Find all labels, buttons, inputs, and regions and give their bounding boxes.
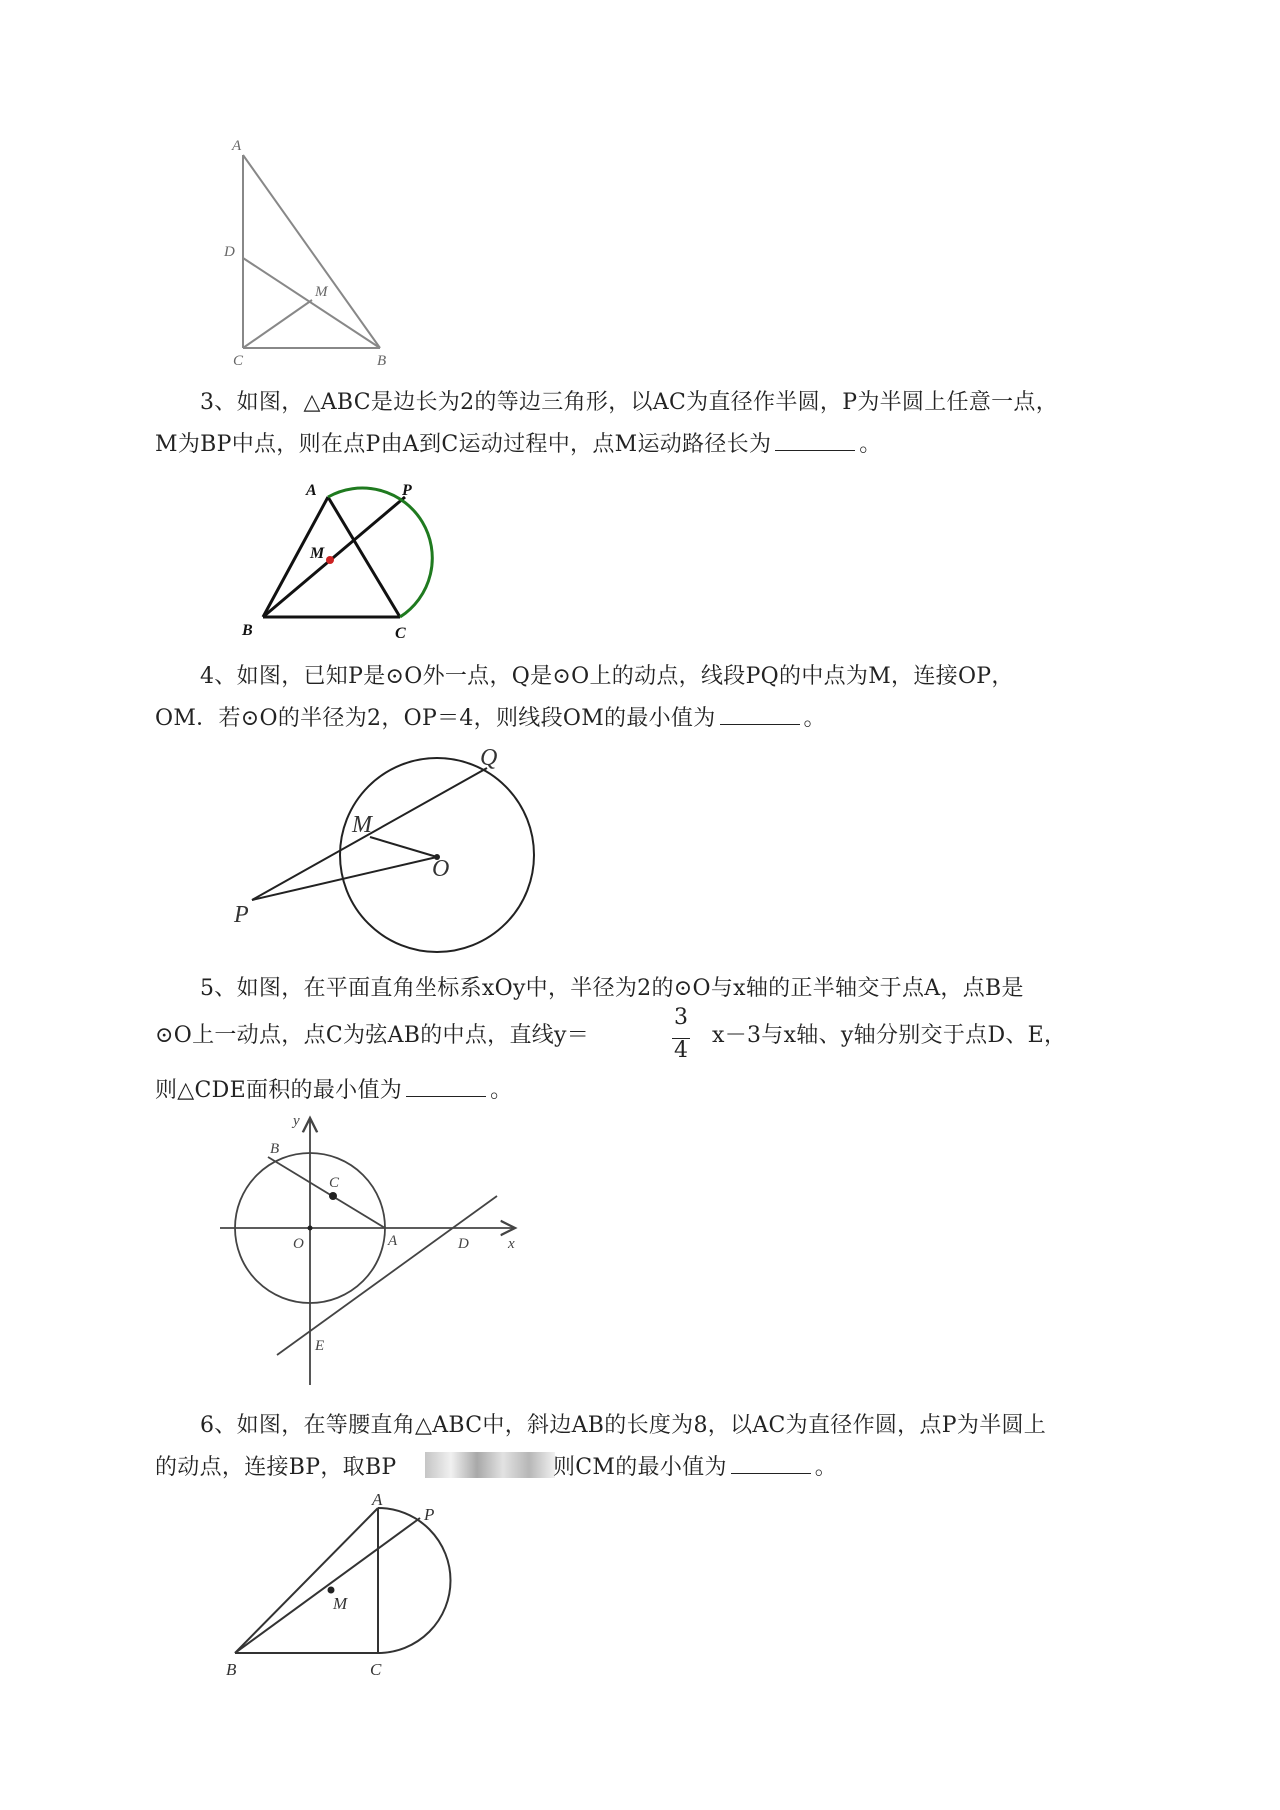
- label-m: M: [352, 812, 372, 838]
- segment-cm: [243, 300, 312, 348]
- figure-isosceles-semicircle: [220, 1485, 460, 1680]
- chord-ab: [268, 1157, 385, 1228]
- q6-line-2-end: 。: [814, 1455, 838, 1480]
- label-a: A: [306, 482, 317, 499]
- label-p: P: [424, 1505, 435, 1524]
- q4-line-2-text: OM．若⊙O的半径为2，OP＝4，则线段OM的最小值为: [155, 706, 716, 731]
- q6-line-2-text: 的动点，连接BP，取BP: [155, 1455, 397, 1480]
- label-b: B: [226, 1660, 237, 1679]
- q5-line-1: 5、如图，在平面直角坐标系xOy中，半径为2的⊙O与x轴的正半轴交于点A，点B是: [200, 976, 1024, 1001]
- figure-coordinate-circle-line: [215, 1110, 525, 1395]
- label-a: A: [388, 1233, 398, 1249]
- q3-line-2-end: 。: [859, 432, 882, 457]
- fraction-numerator: 3: [674, 1005, 688, 1030]
- label-y: y: [293, 1113, 300, 1129]
- q5-line-2b: x－3与x轴、y轴分别交于点D、E，: [712, 1023, 1067, 1048]
- segment-ab: [243, 155, 380, 348]
- label-o: O: [293, 1236, 304, 1252]
- label-b: B: [377, 353, 387, 369]
- midpoint-m-dot: [328, 1587, 335, 1594]
- q4-answer-blank[interactable]: [720, 706, 800, 725]
- segment-mo: [370, 837, 437, 857]
- fraction-denominator: 4: [674, 1038, 688, 1063]
- figure-triangle-adm: [220, 130, 400, 370]
- segment-ab: [235, 1508, 378, 1653]
- label-c: C: [395, 625, 406, 642]
- origin-dot: [308, 1226, 313, 1231]
- label-p: P: [234, 902, 249, 928]
- q6-line-1: 6、如图，在等腰直角△ABC中，斜边AB的长度为8，以AC为直径作圆，点P为半圆上: [200, 1413, 1047, 1438]
- label-m: M: [333, 1594, 348, 1613]
- label-o: O: [432, 856, 450, 882]
- label-q: Q: [480, 745, 498, 771]
- q3-line-1: 3、如图，△ABC是边长为2的等边三角形，以AC为直径作半圆，P为半圆上任意一点，: [200, 390, 1059, 415]
- q5-line-3-text: 则△CDE面积的最小值为: [155, 1078, 403, 1103]
- segment-bp: [235, 1518, 420, 1653]
- label-x: x: [508, 1236, 515, 1252]
- point-c-dot: [329, 1192, 337, 1200]
- q6-line-2b: [553, 1450, 837, 1481]
- q5-line-3-end: 。: [490, 1078, 513, 1103]
- label-b: B: [270, 1141, 280, 1157]
- segment-po: [252, 857, 437, 900]
- label-m: M: [315, 284, 328, 300]
- semicircle-arc: [378, 1508, 451, 1653]
- q4-line-2-end: 。: [803, 706, 826, 731]
- fraction-3-4: [669, 1005, 693, 1063]
- segment-ac: [328, 497, 400, 617]
- q5-line-2a: ⊙O上一动点，点C为弦AB的中点，直线y＝: [155, 1023, 590, 1048]
- q5-answer-blank[interactable]: [406, 1078, 486, 1097]
- label-p: P: [402, 482, 412, 499]
- midpoint-m-dot: [326, 556, 334, 564]
- q6-answer-blank[interactable]: [731, 1455, 811, 1474]
- label-a: A: [372, 1490, 383, 1509]
- label-c: C: [233, 353, 244, 369]
- label-a: A: [232, 138, 242, 154]
- q3-line-2-text: M为BP中点，则在点P由A到C运动过程中，点M运动路径长为: [155, 432, 772, 457]
- label-d: D: [224, 244, 235, 260]
- q3-answer-blank[interactable]: [775, 432, 855, 451]
- figure-circle-external-point: [225, 740, 545, 940]
- q4-line-1: 4、如图，已知P是⊙O外一点，Q是⊙O上的动点，线段PQ的中点为M，连接OP，: [200, 664, 1014, 689]
- label-m: M: [310, 545, 325, 562]
- redacted-text-overlay: [425, 1452, 555, 1478]
- q4-line-2: [155, 701, 826, 732]
- label-c: C: [329, 1175, 340, 1191]
- fraction-bar: [672, 1038, 690, 1039]
- label-b: B: [242, 622, 253, 639]
- figure-equilateral-semicircle: [235, 475, 445, 645]
- q5-line-3: [155, 1073, 512, 1104]
- label-e: E: [315, 1338, 325, 1354]
- q3-line-2: [155, 427, 882, 458]
- q6-line-2b-text: 则CM的最小值为: [553, 1455, 727, 1480]
- label-d: D: [458, 1236, 469, 1252]
- label-c: C: [370, 1660, 382, 1679]
- segment-bp: [263, 497, 405, 617]
- semicircle-arc: [328, 488, 432, 617]
